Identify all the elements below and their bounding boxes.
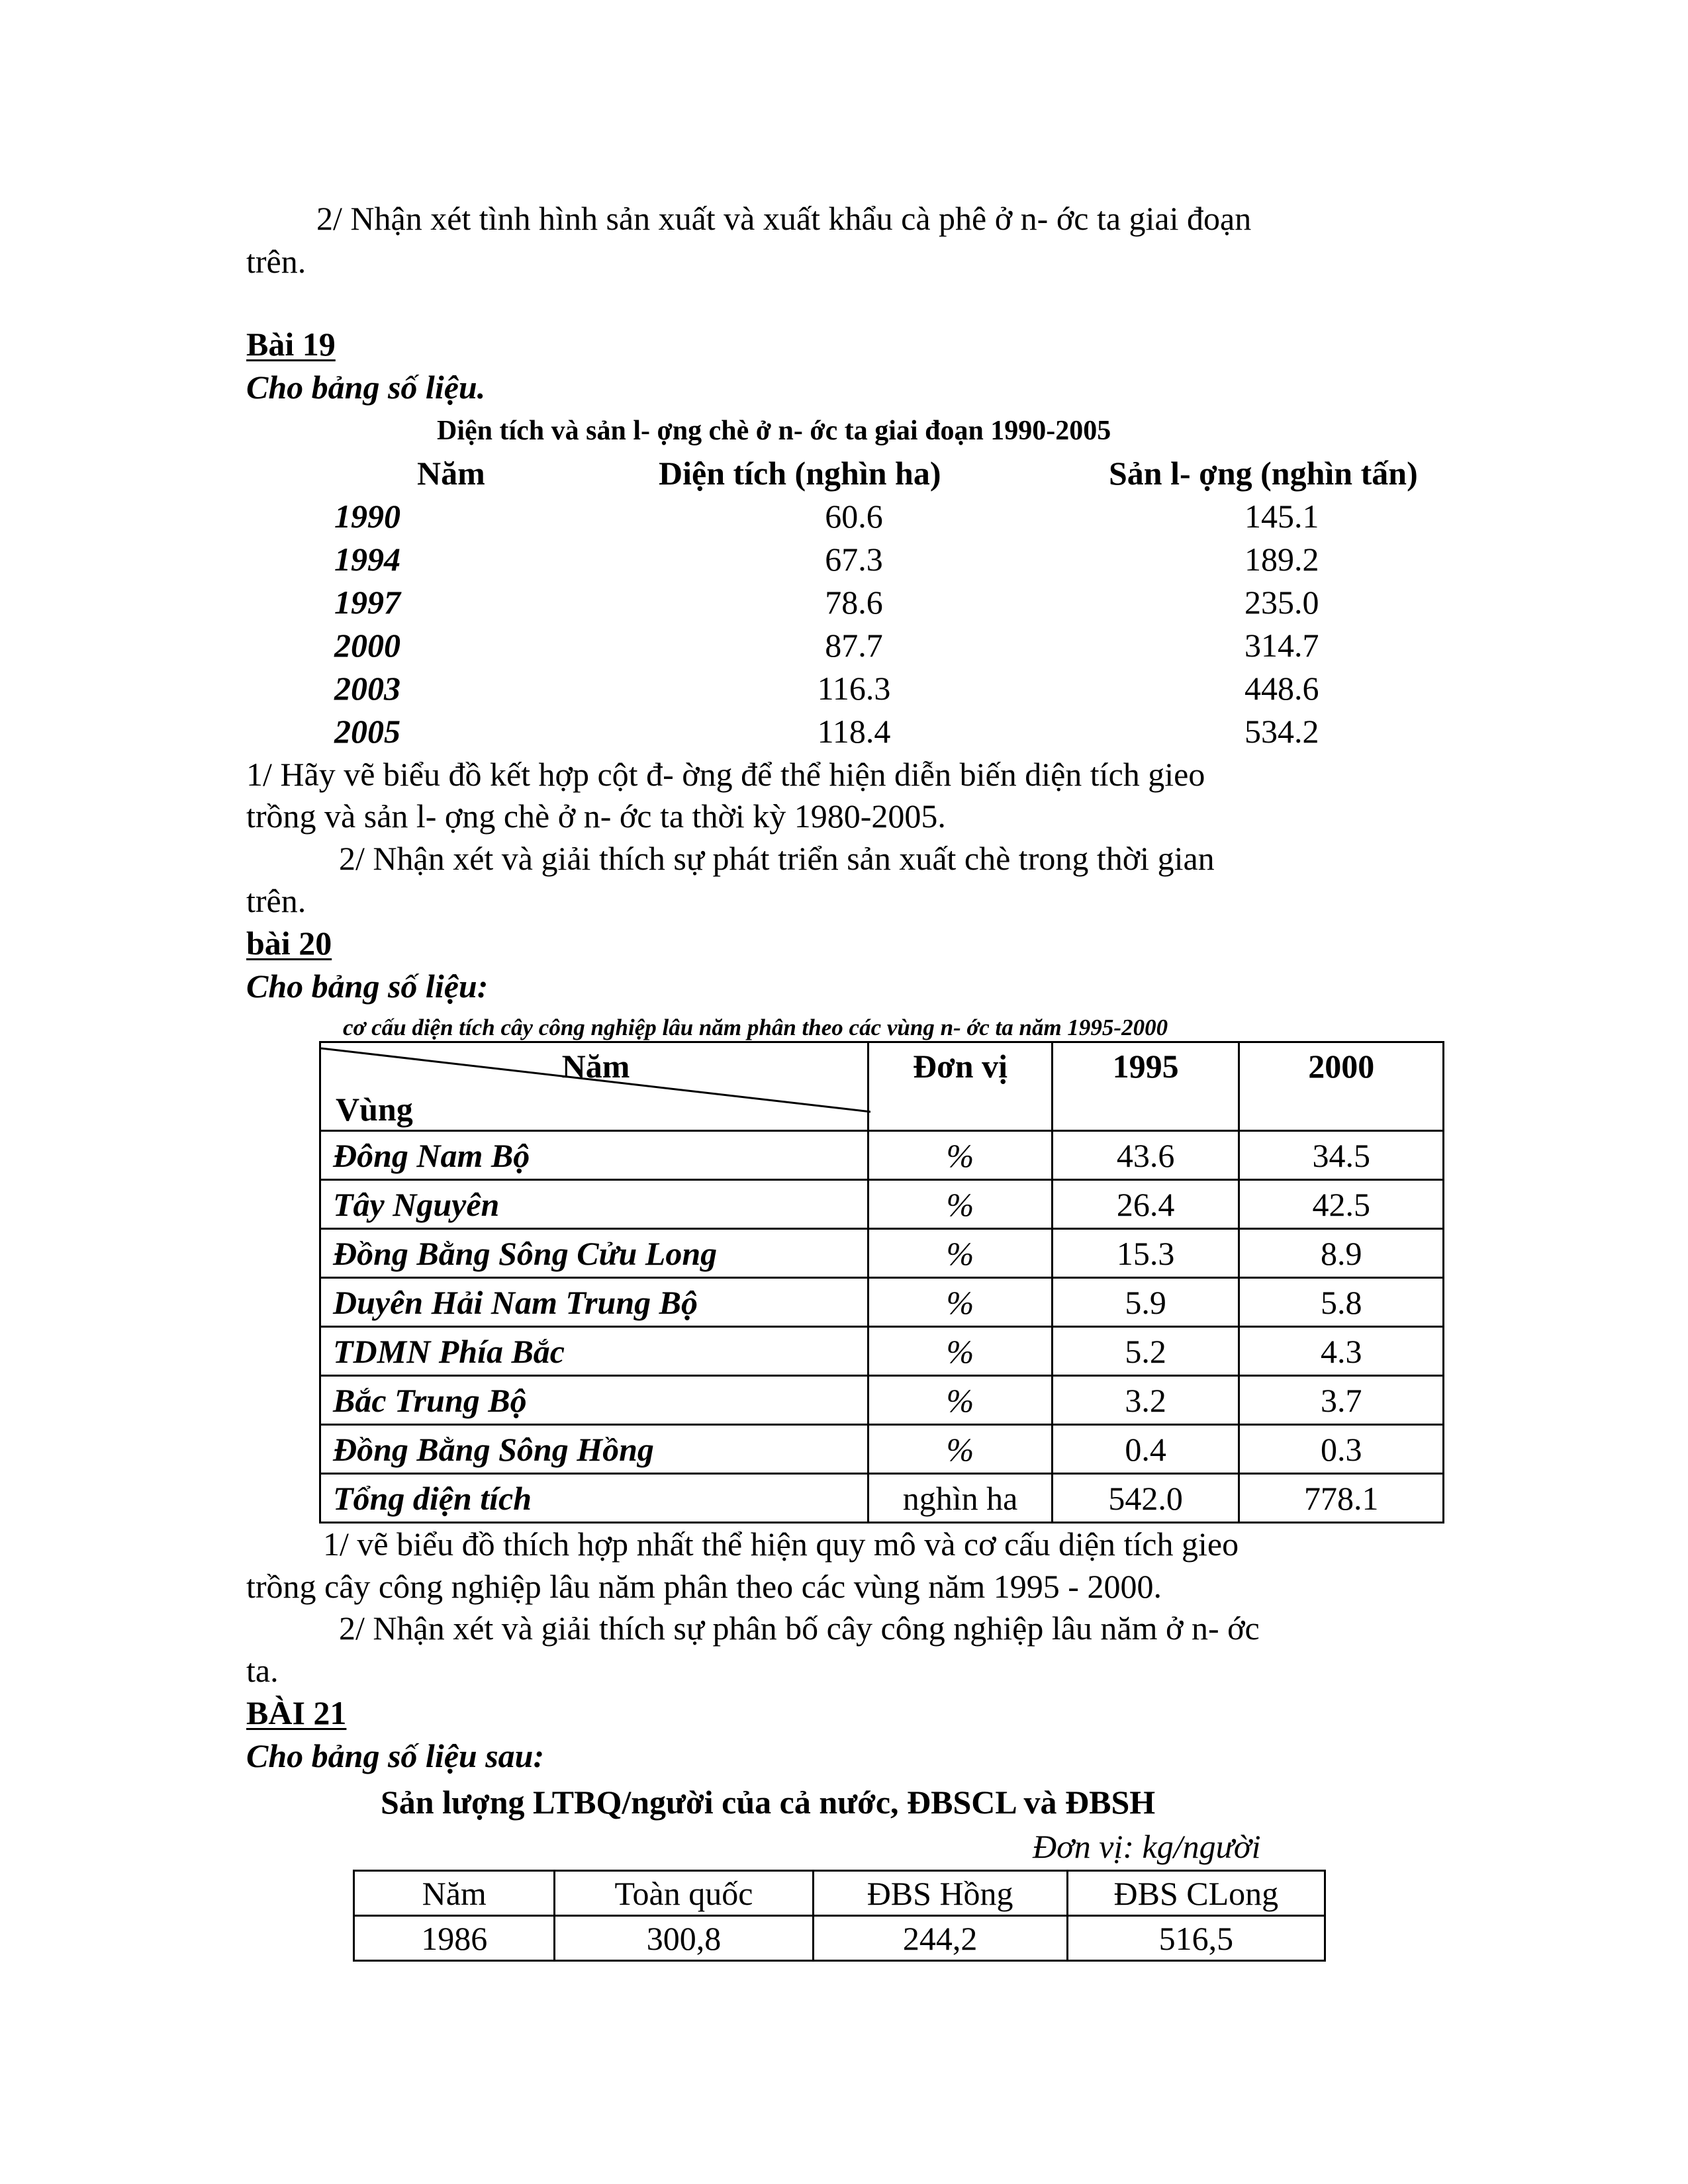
bai20-heading: bài 20 [246, 925, 332, 962]
bai20-value-1995: 43.6 [1052, 1131, 1239, 1180]
bai19-area: 118.4 [817, 713, 891, 750]
bai19-output: 314.7 [1244, 627, 1319, 664]
bai19-output: 534.2 [1244, 713, 1319, 750]
bai21-header-row [354, 1871, 1325, 1916]
bai20-region: Đồng Bằng Sông Cửu Long [320, 1229, 868, 1278]
bai19-heading: Bài 19 [246, 326, 336, 363]
bai20-region: Duyên Hải Nam Trung Bộ [320, 1278, 868, 1327]
bai19-area: 87.7 [825, 627, 883, 664]
bai19-year: 1994 [334, 541, 400, 578]
bai20-value-2000: 0.3 [1239, 1425, 1444, 1474]
bai20-q2-line-1: 2/ Nhận xét và giải thích sự phân bố cây công nghiệp lâu năm ở n- ớc [339, 1610, 1260, 1647]
bai20-value-1995: 5.2 [1052, 1327, 1239, 1376]
table-row [354, 1916, 1325, 1961]
bai20-region: Đông Nam Bộ [320, 1131, 868, 1180]
bai20-value-1995: 15.3 [1052, 1229, 1239, 1278]
bai20-region: Tổng diện tích [320, 1474, 868, 1523]
bai19-q1-line-2: trồng và sản l- ợng chè ở n- ớc ta thời kỳ 1980-2005. [246, 797, 946, 835]
bai19-area: 116.3 [817, 670, 891, 707]
bai19-year: 1997 [334, 584, 400, 621]
bai21-mekong: 516,5 [1067, 1916, 1325, 1961]
bai20-region: Tây Nguyên [320, 1180, 868, 1229]
bai21-header-national: Toàn quốc [555, 1871, 813, 1916]
table-row [320, 1229, 1444, 1278]
bai20-header-unit: Đơn vị [868, 1042, 1053, 1131]
bai19-year: 2003 [334, 670, 400, 707]
bai20-unit: nghìn ha [868, 1474, 1053, 1523]
bai20-value-2000: 4.3 [1239, 1327, 1444, 1376]
bai21-heading: BÀI 21 [246, 1694, 347, 1731]
bai21-header-red-river: ĐBS Hồng [813, 1871, 1067, 1916]
bai19-table-title: Diện tích và sản l- ợng chè ở n- ớc ta giai đoạn 1990-2005 [437, 416, 1111, 446]
bai20-value-2000: 3.7 [1239, 1376, 1444, 1425]
bai21-header-year: Năm [354, 1871, 555, 1916]
bai20-unit: % [868, 1131, 1053, 1180]
bai19-area: 78.6 [825, 584, 883, 621]
bai21-subheading: Cho bảng số liệu sau: [246, 1737, 545, 1774]
bai20-unit: % [868, 1425, 1053, 1474]
bai20-header-2000: 2000 [1239, 1042, 1444, 1131]
bai20-value-1995: 5.9 [1052, 1278, 1239, 1327]
bai20-unit: % [868, 1229, 1053, 1278]
table-row [320, 1474, 1444, 1523]
table-row [320, 1131, 1444, 1180]
bai21-year: 1986 [354, 1916, 555, 1961]
bai19-year: 1990 [334, 498, 400, 535]
bai20-corner-cell [320, 1042, 868, 1131]
bai19-output: 145.1 [1244, 498, 1319, 535]
table-row [320, 1180, 1444, 1229]
bai19-header-year: Năm [417, 455, 485, 492]
bai19-output: 448.6 [1244, 670, 1319, 707]
bai20-q2-line-2: ta. [246, 1652, 279, 1689]
bai20-region: Đồng Bằng Sông Hồng [320, 1425, 868, 1474]
bai20-value-2000: 42.5 [1239, 1180, 1444, 1229]
table-row [320, 1327, 1444, 1376]
bai20-value-2000: 34.5 [1239, 1131, 1444, 1180]
bai20-value-2000: 778.1 [1239, 1474, 1444, 1523]
bai20-value-1995: 3.2 [1052, 1376, 1239, 1425]
bai21-table [353, 1870, 1326, 1962]
bai20-subheading: Cho bảng số liệu: [246, 968, 489, 1005]
bai20-value-1995: 542.0 [1052, 1474, 1239, 1523]
bai21-national: 300,8 [555, 1916, 813, 1961]
bai19-q1-line-1: 1/ Hãy vẽ biểu đồ kết hợp cột đ- ờng để thể hiện diễn biến diện tích gieo [246, 756, 1205, 793]
bai20-region: TDMN Phía Bắc [320, 1327, 868, 1376]
bai20-header-region: Vùng [336, 1091, 413, 1128]
bai20-table [319, 1041, 1444, 1524]
bai19-q2-line-1: 2/ Nhận xét và giải thích sự phát triển sản xuất chè trong thời gian [339, 840, 1215, 877]
bai20-header-1995: 1995 [1052, 1042, 1239, 1131]
bai19-header-area: Diện tích (nghìn ha) [659, 455, 941, 492]
bai19-year: 2000 [334, 627, 400, 664]
bai20-value-2000: 8.9 [1239, 1229, 1444, 1278]
table-row [320, 1376, 1444, 1425]
bai21-unit-note: Đơn vị: kg/người [1033, 1828, 1261, 1865]
bai19-output: 189.2 [1244, 541, 1319, 578]
bai19-area: 67.3 [825, 541, 883, 578]
bai19-q2-line-2: trên. [246, 882, 306, 919]
bai19-output: 235.0 [1244, 584, 1319, 621]
bai20-value-2000: 5.8 [1239, 1278, 1444, 1327]
bai20-unit: % [868, 1376, 1053, 1425]
bai20-q1-line-1: 1/ vẽ biểu đồ thích hợp nhất thể hiện quy mô và cơ cấu diện tích gieo [323, 1525, 1239, 1563]
bai20-unit: % [868, 1327, 1053, 1376]
bai20-region: Bắc Trung Bộ [320, 1376, 868, 1425]
bai19-year: 2005 [334, 713, 400, 750]
bai21-header-mekong: ĐBS CLong [1067, 1871, 1325, 1916]
intro-line-1: 2/ Nhận xét tình hình sản xuất và xuất khẩu cà phê ở n- ớc ta giai đoạn [316, 200, 1252, 237]
bai20-header-year: Năm [561, 1048, 630, 1085]
table-row [320, 1278, 1444, 1327]
bai20-q1-line-2: trồng cây công nghiệp lâu năm phân theo các vùng năm 1995 - 2000. [246, 1568, 1162, 1605]
table-row [320, 1425, 1444, 1474]
bai20-value-1995: 26.4 [1052, 1180, 1239, 1229]
bai19-area: 60.6 [825, 498, 883, 535]
intro-line-2: trên. [246, 243, 306, 280]
bai19-subheading: Cho bảng số liệu. [246, 369, 486, 406]
bai20-value-1995: 0.4 [1052, 1425, 1239, 1474]
bai20-unit: % [868, 1180, 1053, 1229]
bai19-header-output: Sản l- ợng (nghìn tấn) [1109, 455, 1418, 492]
bai21-red-river: 244,2 [813, 1916, 1067, 1961]
bai21-table-title: Sản lượng LTBQ/người của cả nước, ĐBSCL và ĐBSH [381, 1784, 1156, 1821]
bai20-table-title: cơ cấu diện tích cây công nghiệp lâu năm phân theo các vùng n- ớc ta năm 1995-2000 [343, 1015, 1168, 1040]
bai20-unit: % [868, 1278, 1053, 1327]
bai20-header-row [320, 1042, 1444, 1131]
